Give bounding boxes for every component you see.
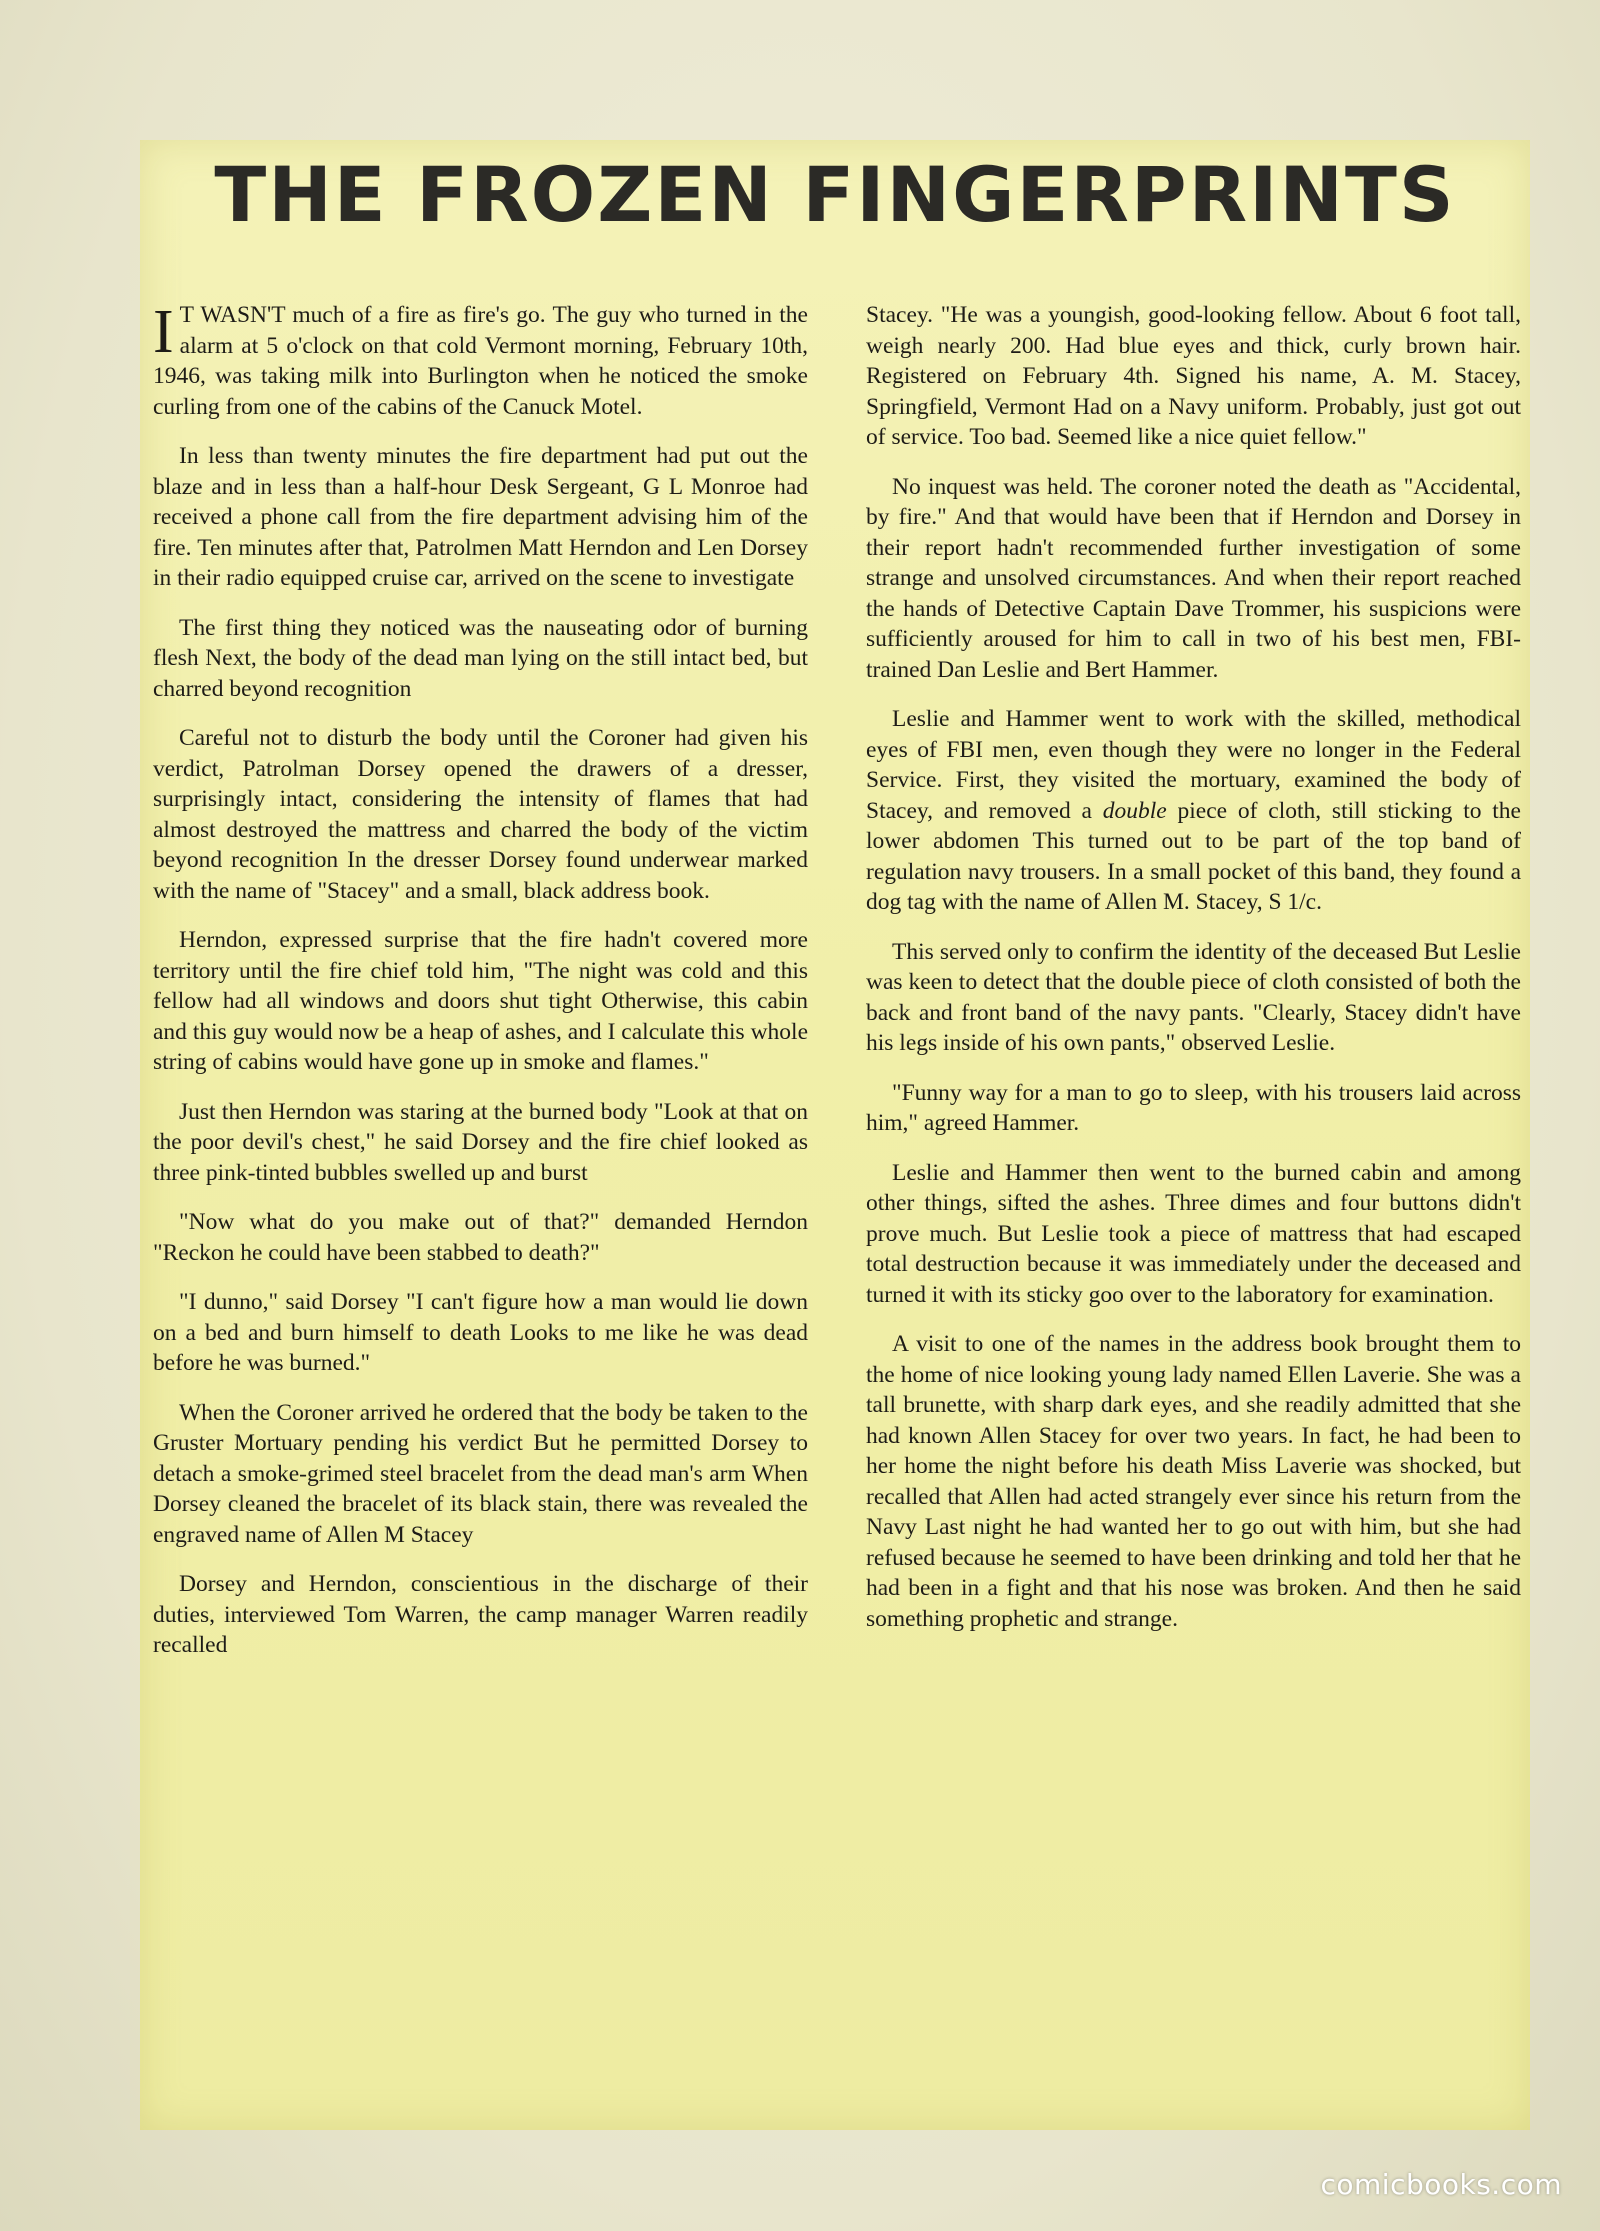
emphasis: double xyxy=(1102,797,1167,824)
paragraph: The first thing they noticed was the nauseating odor of burning flesh Next, the body of the dead man lying on the still intact bed, but charred beyond recognition xyxy=(153,614,808,702)
left-column xyxy=(153,300,808,1680)
watermark: comicbooks.com xyxy=(1320,2168,1562,2201)
paragraph: Dorsey and Herndon, conscientious in the discharge of their duties, interviewed Tom Warren, the camp manager Warren readily recalled xyxy=(153,1571,808,1658)
paragraph: "Now what do you make out of that?" demanded Herndon "Reckon he could have been stabbed to death?" xyxy=(153,1209,808,1266)
paragraph: This served only to confirm the identity of the deceased But Leslie was keen to detect that the double piece of cloth consisted of both the back and front band of the navy pants. "Clearly, Stacey didn't have his legs inside of his own pants," observed Leslie. xyxy=(866,938,1521,1056)
drop-cap: I xyxy=(153,298,174,366)
paragraph: No inquest was held. The coroner noted the death as "Accidental, by fire." And that would have been that if Herndon and Dorsey in their report hadn't recommended further investigation of some strange and unsolved circumstances. And when their report reached the hands of Detective Captain Dave Trommer, his suspicions were sufficiently aroused for him to call in two of his best men, FBI-trained Dan Leslie and Bert Hammer. xyxy=(866,473,1521,683)
paragraph: Leslie and Hammer then went to the burned cabin and among other things, sifted the ashes. Three dimes and four buttons didn't prove much. But Leslie took a piece of mattress that had escaped total destruction because it was immediately under the deceased and turned it with its sticky goo over to the laboratory for examination. xyxy=(866,1159,1521,1308)
paragraph: I T WASN'T much of a fire as fire's go. The guy who turned in the alarm at 5 o'clock on that cold Vermont morning, February 10th, 1946, was taking milk into Burlington when he noticed the smoke curling from one of the cabins of the Canuck Motel. xyxy=(153,298,808,420)
paragraph: Careful not to disturb the body until the Coroner had given his verdict, Patrolman Dorsey opened the drawers of a dresser, surprisingly intact, considering the intensity of flames that had almost destroyed the mattress and charred the body of the victim beyond recognition In the dresser Dorsey found underwear marked with the name of "Stacey" and a small, black address book. xyxy=(153,725,808,904)
paragraph: "Funny way for a man to go to sleep, with his trousers laid across him," agreed Hammer. xyxy=(866,1079,1521,1136)
paragraph: Just then Herndon was staring at the burned body "Look at that on the poor devil's chest," he said Dorsey and the fire chief looked as three pink-tinted bubbles swelled up and burst xyxy=(153,1098,808,1186)
article-title: THE FROZEN FINGERPRINTS xyxy=(214,150,1456,239)
paragraph: Stacey. "He was a youngish, good-looking fellow. About 6 foot tall, weigh nearly 200. Had blue eyes and thick, curly brown hair. Registered on February 4th. Signed his name, A. M. Stacey, Springfield, Vermont Had on a Navy uniform. Probably, just got out of service. Too bad. Seemed like a nice quiet fellow." xyxy=(866,302,1521,450)
paragraph: In less than twenty minutes the fire department had put out the blaze and in less than a half-hour Desk Sergeant, G L Monroe had received a phone call from the fire department advising him of the fire. Ten minutes after that, Patrolmen Matt Herndon and Len Dorsey in their radio equipped cruise car, arrived on the scene to investigate xyxy=(153,443,808,591)
paragraph: Leslie and Hammer went to work with the skilled, methodical eyes of FBI men, even though they were no longer in the Federal Service. First, they visited the mortuary, examined the body of Stacey, and removed a double piece of cloth, still sticking to the lower abdomen This turned out to be part of the top band of regulation navy trousers. In a small pocket of this band, they found a dog tag with the name of Allen M. Stacey, S 1/c. xyxy=(866,706,1521,915)
paragraph: "I dunno," said Dorsey "I can't figure how a man would lie down on a bed and burn himself to death Looks to me like he was dead before he was burned." xyxy=(153,1289,808,1376)
paragraph: Herndon, expressed surprise that the fire hadn't covered more territory until the fire chief told him, "The night was cold and this fellow had all windows and doors shut tight Otherwise, this cabin and this guy would now be a heap of ashes, and I calculate this whole string of cabins would have gone up in smoke and flames." xyxy=(153,927,808,1075)
paragraph: When the Coroner arrived he ordered that the body be taken to the Gruster Mortuary pending his verdict But he permitted Dorsey to detach a smoke-grimed steel bracelet from the dead man's arm When Dorsey cleaned the bracelet of its black stain, there was revealed the engraved name of Allen M Stacey xyxy=(153,1399,808,1548)
right-column xyxy=(866,300,1521,1653)
paragraph: A visit to one of the names in the address book brought them to the home of nice looking young lady named Ellen Laverie. She was a tall brunette, with sharp dark eyes, and she readily admitted that she had known Allen Stacey for over two years. In fact, he had been to her home the night before his death Miss Laverie was shocked, but recalled that Allen had acted strangely ever since his return from the Navy Last night he had wanted her to go out with him, but she had refused because he seemed to have been drinking and told her that he had been in a fight and that his nose was broken. And then he said something prophetic and strange. xyxy=(866,1331,1521,1632)
